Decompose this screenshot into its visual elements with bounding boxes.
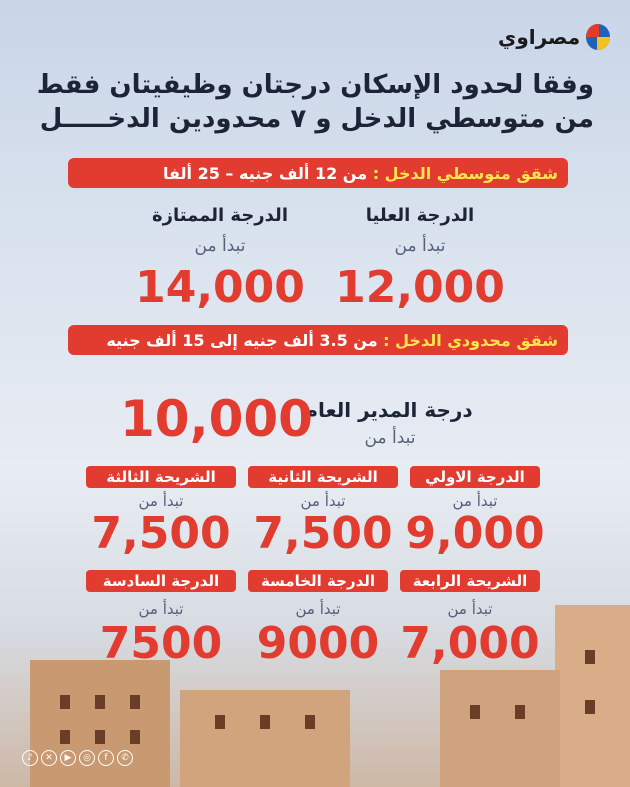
window	[215, 715, 225, 729]
tier-pill: الدرجة الاولي	[410, 466, 540, 488]
starts-from-label: تبدأ من	[394, 236, 446, 256]
window	[260, 715, 270, 729]
low-income-bar	[68, 325, 568, 355]
window	[130, 730, 140, 744]
window	[60, 695, 70, 709]
starts-from-label: تبدأ من	[364, 428, 416, 448]
tier-name: الدرجة الممتازة	[151, 205, 288, 226]
low-income-range: من 3.5 ألف جنيه إلى 15 ألف جنيه	[106, 330, 378, 350]
starts-from-label: تبدأ من	[300, 492, 346, 510]
tier-pill: الشريحة الثالثة	[86, 466, 236, 488]
tier-value: 9,000	[405, 508, 545, 559]
tier-value: 9000	[256, 618, 380, 669]
window	[585, 650, 595, 664]
tiktok-icon[interactable]: ♪	[22, 750, 38, 766]
tier-pill: الدرجة الخامسة	[248, 570, 388, 592]
middle-income-range: من 12 ألف جنيه – 25 ألفا	[162, 163, 368, 183]
window	[515, 705, 525, 719]
low-income-label: شقق محدودي الدخل :	[383, 330, 558, 350]
window	[305, 715, 315, 729]
headline-line-1: وفقا لحدود الإسكان درجتان وظيفيتان فقط	[36, 70, 594, 100]
window	[95, 695, 105, 709]
middle-income-label: شقق متوسطي الدخل :	[372, 163, 558, 183]
logo-text: مصراوي	[498, 25, 581, 49]
whatsapp-icon[interactable]: ✆	[117, 750, 133, 766]
tier-pill: الشريحة الرابعة	[400, 570, 540, 592]
director-value: 10,000	[120, 390, 313, 448]
building-center	[180, 690, 350, 787]
tier-value: 12,000	[335, 262, 505, 313]
window	[95, 730, 105, 744]
brand-logo[interactable]	[498, 22, 610, 52]
logo-mark-icon	[586, 24, 610, 50]
starts-from-label: تبدأ من	[194, 236, 246, 256]
tier-pill: الشريحة الثانية	[248, 466, 398, 488]
tier-value: 14,000	[135, 262, 305, 313]
starts-from-label: تبدأ من	[447, 600, 493, 618]
x-icon[interactable]: ✕	[41, 750, 57, 766]
facebook-icon[interactable]: f	[98, 750, 114, 766]
building-left	[30, 660, 170, 787]
tier-name: الدرجة العليا	[365, 205, 475, 226]
starts-from-label: تبدأ من	[138, 492, 184, 510]
window	[60, 730, 70, 744]
instagram-icon[interactable]: ◎	[79, 750, 95, 766]
director-name: درجة المدير العام	[303, 398, 473, 422]
starts-from-label: تبدأ من	[295, 600, 341, 618]
headline-line-2: من متوسطي الدخل و ٧ محدودين الدخـــــل	[39, 104, 594, 134]
window	[585, 700, 595, 714]
building-right-2	[440, 670, 560, 787]
tier-value: 7500	[99, 618, 223, 669]
youtube-icon[interactable]: ▶	[60, 750, 76, 766]
tier-pill: الدرجة السادسة	[86, 570, 236, 592]
starts-from-label: تبدأ من	[138, 600, 184, 618]
tier-value: 7,500	[253, 508, 393, 559]
tier-value: 7,000	[400, 618, 540, 669]
window	[130, 695, 140, 709]
window	[470, 705, 480, 719]
starts-from-label: تبدأ من	[452, 492, 498, 510]
social-icons	[22, 750, 133, 766]
tier-value: 7,500	[91, 508, 231, 559]
middle-income-bar	[68, 158, 568, 188]
building-right	[555, 605, 630, 787]
